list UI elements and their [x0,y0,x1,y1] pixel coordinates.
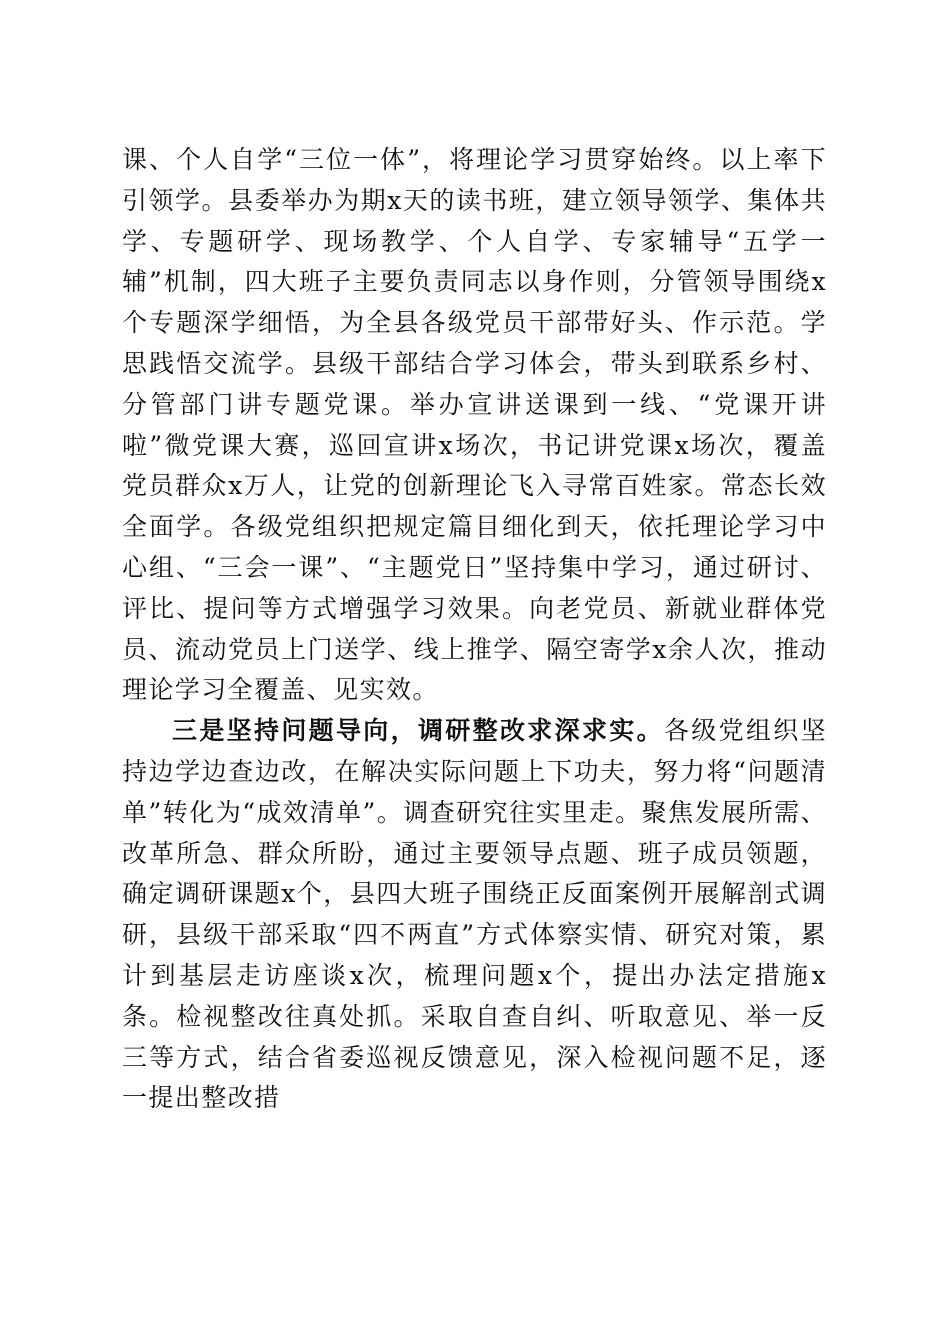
paragraph-continued: 课、个人自学“三位一体”，将理论学习贯穿始终。以上率下引领学。县委举办为期x天的读书班，建立领导领学、集体共学、专题研学、现场教学、个人自学、专家辅导“五学一辅”机制，四大班子主要负责同志以身作则，分管领导围绕x个专题深学细悟，为全县各级党员干部带好头、作示范。学思践悟交流学。县级干部结合学习体会，带头到联系乡村、分管部门讲专题党课。举办宣讲送课到一线、“党课开讲啦”微党课大赛，巡回宣讲x场次，书记讲党课x场次，覆盖党员群众x万人，让党的创新理论飞入寻常百姓家。常态长效全面学。各级党组织把规定篇目细化到天，依托理论学习中心组、“三会一课”、“主题党日”坚持集中学习，通过研讨、评比、提问等方式增强学习效果。向老党员、新就业群体党员、流动党员上门送学、线上推学、隔空寄学x余人次，推动理论学习全覆盖、见实效。 [122,145,827,705]
section-three-body: 各级党组织坚持边学边查边改，在解决实际问题上下功夫，努力将“问题清单”转化为“成效清单”。调查研究往实里走。聚焦发展所需、改革所急、群众所盼，通过主要领导点题、班子成员领题，确定调研课题x个，县四大班子围绕正反面案例开展解剖式调研，县级干部采取“四不两直”方式体察实情、研究对策，累计到基层走访座谈x次，梳理问题x个，提出办法定措施x条。检视整改往真处抓。采取自查自纠、听取意见、举一反三等方式，结合省委巡视反馈意见，深入检视问题不足，逐一提出整改措 [122,716,828,1113]
document-body [122,140,827,1119]
section-three-heading: 三是坚持问题导向，调研整改求深求实。 [172,716,664,746]
paragraph-section-three [122,711,827,1119]
